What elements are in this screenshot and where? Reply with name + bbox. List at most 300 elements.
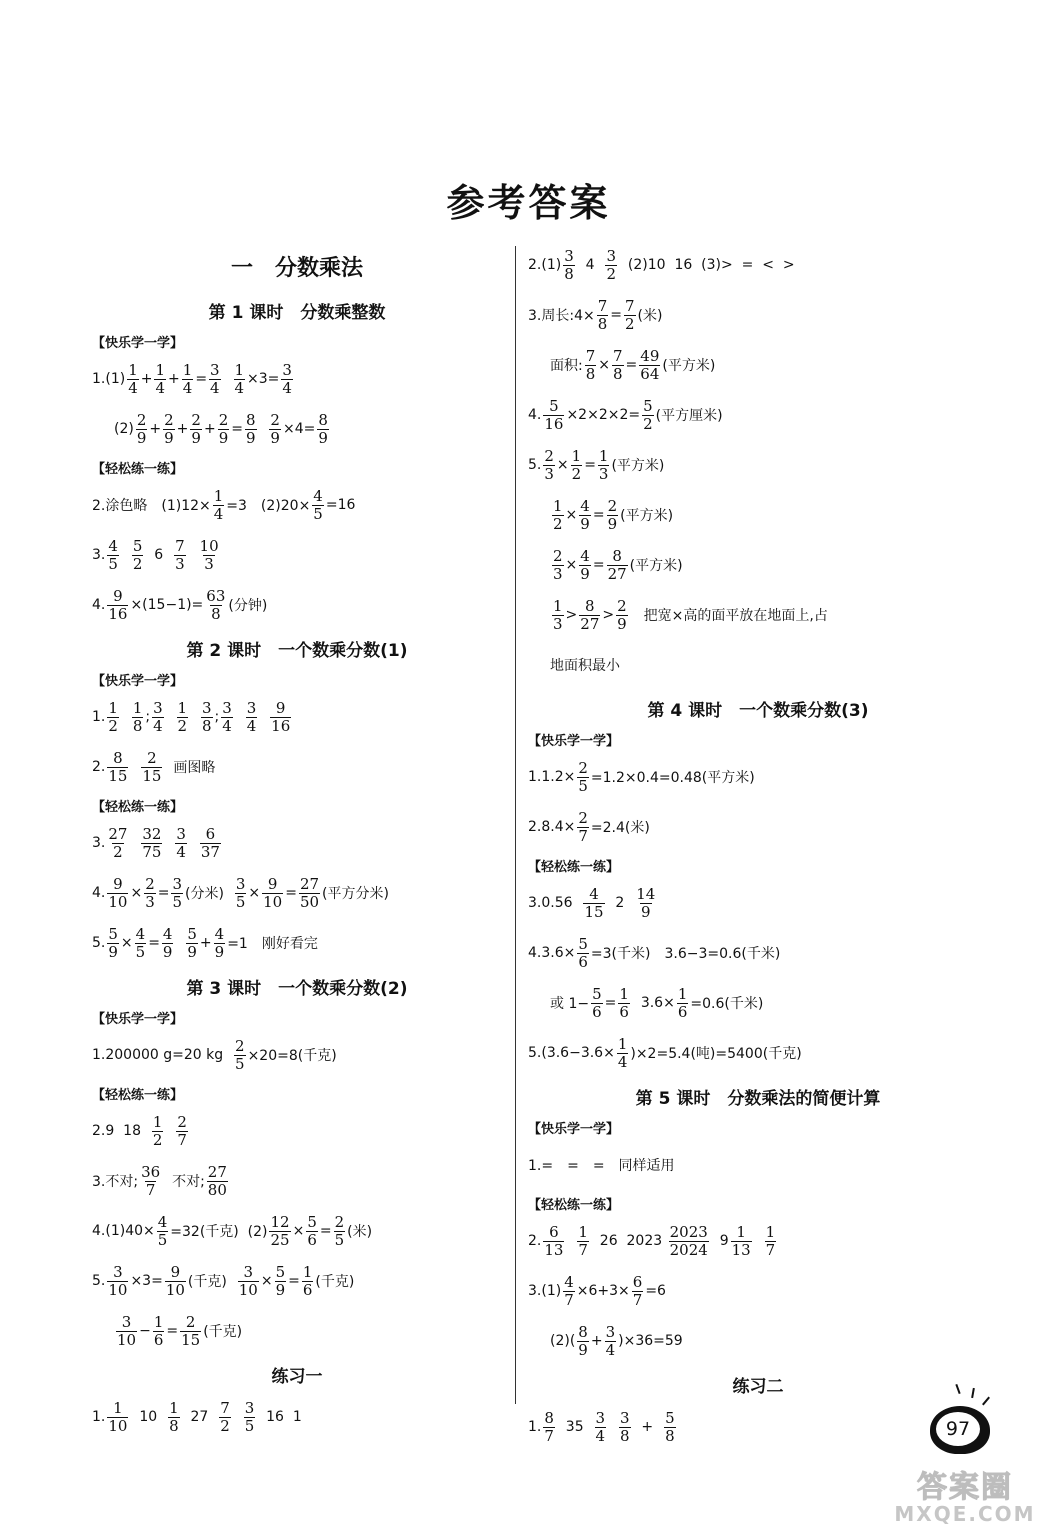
fraction-numerator: 4: [135, 924, 146, 943]
fraction-denominator: 15: [181, 1330, 201, 1349]
fraction-numerator: 1: [169, 1398, 179, 1417]
fraction: [132, 698, 144, 735]
fraction-numerator: 3: [222, 698, 232, 717]
fraction-denominator: 10: [108, 892, 128, 911]
fraction-denominator: 6: [302, 1280, 313, 1299]
fraction-numerator: 3: [246, 698, 257, 717]
answer-text: (2)(: [550, 1333, 576, 1349]
fraction: [221, 698, 233, 735]
fraction-numerator: 3: [606, 246, 617, 265]
fraction-denominator: 10: [117, 1330, 137, 1349]
fraction: [107, 586, 128, 623]
answer-text: 6: [145, 547, 173, 563]
fraction-denominator: 9: [318, 428, 328, 447]
fraction-denominator: 16: [271, 716, 291, 735]
fraction: [246, 698, 258, 735]
fraction: [577, 934, 589, 971]
fraction-numerator: 2: [553, 546, 563, 565]
fraction: [595, 1408, 607, 1445]
fraction-numerator: 5: [132, 536, 143, 555]
fraction-numerator: 8: [544, 1408, 554, 1427]
fraction-numerator: 1: [132, 698, 143, 717]
answer-text: 3.周长:4×: [528, 308, 595, 324]
fraction-denominator: 7: [578, 1240, 588, 1259]
fraction: [618, 984, 630, 1021]
fraction-denominator: 15: [108, 766, 128, 785]
answer-text: =1.2×0.4=0.48(平方米): [590, 770, 755, 786]
fraction: [597, 296, 609, 333]
fraction-numerator: 8: [245, 410, 256, 429]
answer-line: [528, 490, 988, 540]
fraction-numerator: 2: [136, 410, 147, 429]
fraction-denominator: 9: [617, 614, 627, 633]
answer-text: [259, 709, 268, 725]
fraction: [245, 410, 257, 447]
fraction-denominator: 2: [132, 554, 143, 573]
fraction: [107, 874, 128, 911]
answer-text: =3 (2)20×: [226, 498, 311, 514]
answer-line: [528, 752, 988, 802]
fraction-denominator: 10: [108, 1416, 128, 1435]
fraction-denominator: 3: [204, 554, 214, 573]
answer-text: ×4=: [282, 421, 316, 437]
answer-text: 4.: [92, 597, 106, 613]
fraction: [579, 596, 600, 633]
lesson-title: 第 1 课时 分数乘整数: [208, 302, 386, 323]
fraction-numerator: 2: [544, 446, 554, 465]
exercise-title: 练习一: [271, 1366, 323, 1387]
fraction-numerator: 1: [234, 360, 245, 379]
answer-text: [190, 709, 199, 725]
answer-line: [528, 390, 988, 440]
answer-text: 3.0.56: [528, 895, 582, 911]
fraction: [107, 698, 119, 735]
fraction: [563, 246, 575, 283]
answer-text: ×6+3×: [576, 1283, 630, 1299]
answer-text: [259, 421, 268, 437]
lesson-title: 第 3 课时 一个数乘分数(2): [186, 978, 408, 999]
answer-line: [528, 540, 988, 590]
fraction: [174, 536, 186, 573]
fraction-numerator: 1: [128, 360, 138, 379]
tag-label: 【轻松练一练】: [92, 461, 184, 477]
fraction: [669, 1222, 709, 1259]
fraction-denominator: 4: [210, 378, 220, 397]
fraction: [617, 1034, 629, 1071]
section-title: 一 分数乘法: [230, 255, 363, 281]
fraction-numerator: 2: [147, 748, 157, 767]
answer-line: [92, 580, 502, 630]
answer-text: >: [602, 607, 615, 623]
fraction: [612, 346, 624, 383]
answer-text: −: [139, 1323, 151, 1339]
fraction-denominator: 5: [157, 1230, 168, 1249]
fraction: [135, 924, 147, 961]
fraction-denominator: 10: [108, 1280, 128, 1299]
answer-text: =1 刚好看完: [227, 936, 318, 952]
answer-text: 26 2023: [590, 1233, 667, 1249]
answer-text: 1.(1): [92, 371, 126, 387]
answer-text: +: [590, 1333, 603, 1349]
fraction: [127, 360, 139, 397]
fraction: [607, 546, 628, 583]
answer-text: 5.(3.6−3.6×: [528, 1045, 615, 1061]
fraction-denominator: 5: [235, 1054, 245, 1073]
answer-text: (千克): [315, 1274, 355, 1290]
answer-text: 9: [710, 1233, 729, 1249]
answer-text: [175, 935, 184, 951]
answer-text: [121, 709, 130, 725]
fraction: [163, 410, 175, 447]
fraction: [190, 410, 202, 447]
tag-label: 【快乐学一学】: [528, 733, 620, 749]
fraction: [152, 1112, 164, 1149]
fraction: [591, 984, 603, 1021]
answer-text: 1.: [92, 709, 106, 725]
answer-text: 2.8.4×: [528, 819, 576, 835]
fraction-denominator: 6: [677, 1002, 688, 1021]
answer-text: 1.= = = 同样适用: [528, 1158, 675, 1174]
fraction: [141, 748, 162, 785]
fraction-denominator: 4: [176, 842, 186, 861]
answer-line: [92, 1256, 502, 1306]
answer-text: =: [231, 421, 243, 437]
fraction-denominator: 9: [580, 564, 590, 583]
fraction-numerator: 10: [199, 536, 219, 555]
answer-line: [528, 928, 988, 978]
fraction: [144, 874, 156, 911]
answer-text: >: [565, 607, 578, 623]
fraction: [275, 1262, 287, 1299]
fraction-numerator: 5: [578, 934, 588, 953]
fraction-denominator: 6: [592, 1002, 602, 1021]
fraction: [132, 536, 144, 573]
answer-text: ×20=8(千克): [247, 1048, 337, 1064]
fraction-denominator: 5: [135, 942, 146, 961]
fraction-denominator: 15: [142, 766, 162, 785]
answer-text: 2.涂色略 (1)12×: [92, 498, 211, 514]
answer-text: 35: [556, 1419, 593, 1435]
answer-line: [528, 240, 988, 290]
answer-text: (平方米): [662, 358, 716, 374]
fraction: [154, 360, 166, 397]
fraction: [765, 1222, 777, 1259]
fraction-numerator: 2: [164, 410, 174, 429]
fraction-denominator: 2: [177, 716, 188, 735]
answer-text: +: [140, 371, 153, 387]
answer-text: +: [176, 421, 189, 437]
fraction: [205, 586, 226, 623]
page-number-badge: [930, 1406, 990, 1454]
answer-text: +: [199, 935, 212, 951]
answer-text: =: [157, 885, 170, 901]
answer-text: 3.(1): [528, 1283, 562, 1299]
fraction-numerator: 1: [152, 1112, 163, 1131]
answer-line: [528, 340, 988, 390]
fraction-numerator: 3: [595, 1408, 606, 1427]
fraction: [577, 1222, 589, 1259]
fraction-numerator: 63: [206, 586, 226, 605]
fraction: [200, 824, 221, 861]
fraction: [598, 446, 610, 483]
fraction-numerator: 6: [205, 824, 216, 843]
fraction-numerator: 2: [177, 1112, 187, 1131]
fraction: [281, 360, 293, 397]
fraction: [107, 536, 119, 573]
answer-line: [92, 530, 502, 580]
fraction: [107, 824, 128, 861]
fraction-numerator: 7: [597, 296, 608, 315]
answer-text: =0.6(千米): [690, 996, 764, 1012]
answer-text: =3(千米) 3.6−3=0.6(千米): [590, 946, 781, 962]
answer-text: 地面积最小: [550, 658, 620, 674]
fraction: [176, 1112, 188, 1149]
fraction-denominator: 8: [211, 604, 221, 623]
answer-line: [92, 1030, 502, 1080]
fraction-denominator: 27: [580, 614, 600, 633]
fraction-denominator: 9: [136, 428, 147, 447]
fraction-numerator: 14: [636, 884, 656, 903]
answer-text: ×: [556, 457, 569, 473]
fraction-denominator: 5: [578, 776, 588, 795]
watermark: [880, 1462, 1050, 1532]
fraction-numerator: 5: [275, 1262, 286, 1281]
fraction-numerator: 5: [187, 924, 197, 943]
fraction-denominator: 8: [169, 1416, 179, 1435]
fraction-denominator: 3: [544, 464, 554, 483]
fraction: [605, 1322, 617, 1359]
fraction: [168, 1398, 180, 1435]
answer-text: +: [203, 421, 216, 437]
fraction-numerator: 4: [564, 1272, 574, 1291]
tag-label: 【快乐学一学】: [92, 1011, 184, 1027]
fraction-numerator: 3: [619, 1408, 630, 1427]
fraction-denominator: 6: [307, 1230, 317, 1249]
answer-text: )×36=59: [618, 1333, 683, 1349]
fraction-denominator: 8: [619, 1426, 630, 1445]
fraction-numerator: 6: [632, 1272, 643, 1291]
answer-text: 3.: [92, 547, 106, 563]
answer-line: [528, 978, 988, 1028]
fraction-numerator: 3: [210, 360, 220, 379]
answer-text: 3.6×: [631, 995, 675, 1011]
fraction-numerator: 1: [677, 984, 688, 1003]
fraction: [317, 410, 329, 447]
answer-text: =16: [325, 497, 356, 513]
fraction-numerator: 27: [108, 824, 128, 843]
answer-text: [130, 759, 139, 775]
fraction: [107, 1398, 128, 1435]
answer-line: [528, 1402, 988, 1452]
answer-text: =: [592, 557, 605, 573]
fraction: [585, 346, 597, 383]
fraction-denominator: 9: [191, 428, 201, 447]
fraction-denominator: 7: [544, 1426, 554, 1445]
fraction: [262, 874, 283, 911]
fraction: [616, 596, 628, 633]
fraction: [177, 698, 189, 735]
fraction-denominator: 13: [544, 1240, 564, 1259]
answer-text: [121, 547, 130, 563]
answer-line: [528, 802, 988, 852]
fraction-numerator: 3: [243, 1262, 254, 1281]
answer-text: 2: [606, 895, 634, 911]
answer-line: [92, 742, 502, 792]
fraction-denominator: 10: [263, 892, 283, 911]
answer-text: =: [195, 371, 208, 387]
fraction-numerator: 3: [235, 874, 246, 893]
answer-text: =2.4(米): [590, 820, 650, 836]
answer-text: 3.不对;: [92, 1174, 139, 1190]
fraction-numerator: 36: [141, 1162, 161, 1181]
fraction: [234, 1036, 246, 1073]
fraction-denominator: 8: [201, 716, 212, 735]
fraction-numerator: 5: [643, 396, 653, 415]
answer-text: 不对;: [163, 1174, 205, 1190]
answer-text: ×: [565, 507, 578, 523]
answer-text: 27: [181, 1409, 218, 1425]
fraction-denominator: 8: [665, 1426, 675, 1445]
fraction-numerator: 3: [172, 874, 183, 893]
fraction-denominator: 9: [164, 428, 174, 447]
fraction: [153, 1312, 165, 1349]
answer-text: [164, 835, 173, 851]
column-divider: [515, 246, 516, 1404]
answer-text: =32(千克) (2): [170, 1224, 268, 1240]
fraction: [107, 1262, 128, 1299]
answer-text: (千克): [187, 1274, 236, 1290]
answer-line: [528, 878, 988, 928]
fraction-numerator: 5: [665, 1408, 675, 1427]
fraction: [579, 546, 591, 583]
fraction: [218, 410, 230, 447]
fraction-numerator: 5: [307, 1212, 317, 1231]
fraction-denominator: 6: [578, 952, 588, 971]
fraction-numerator: 3: [113, 1262, 123, 1281]
fraction-denominator: 9: [607, 514, 618, 533]
fraction-denominator: 4: [282, 378, 292, 397]
fraction-denominator: 5: [244, 1416, 255, 1435]
answer-line: [92, 692, 502, 742]
fraction-denominator: 8: [132, 716, 143, 735]
fraction-denominator: 2: [643, 414, 653, 433]
answer-line: [528, 640, 988, 690]
left-column: [92, 240, 502, 1442]
answer-line: [92, 818, 502, 868]
answer-text: [166, 709, 175, 725]
fraction-denominator: 5: [235, 892, 246, 911]
fraction: [199, 536, 220, 573]
answer-text: 1.: [528, 1419, 542, 1435]
fraction-denominator: 4: [617, 1052, 628, 1071]
fraction-numerator: 8: [578, 1322, 588, 1341]
answer-text: =: [584, 457, 596, 473]
fraction-denominator: 5: [108, 554, 118, 573]
answer-text: =: [610, 307, 622, 323]
fraction-numerator: 1: [213, 486, 224, 505]
answer-line: [92, 1106, 502, 1156]
answer-text: [608, 1419, 617, 1435]
answer-text: [754, 1233, 763, 1249]
fraction-numerator: 4: [580, 546, 590, 565]
fraction-numerator: 1: [177, 698, 188, 717]
answer-text: [235, 709, 244, 725]
answer-line: [92, 918, 502, 968]
answer-text: ×: [120, 935, 133, 951]
fraction-denominator: 2: [625, 314, 635, 333]
fraction-numerator: 2: [578, 808, 588, 827]
answer-line: [92, 1306, 502, 1356]
fraction: [219, 1398, 231, 1435]
fraction: [619, 1408, 631, 1445]
answer-text: =: [319, 1223, 332, 1239]
answer-text: ×: [565, 557, 578, 573]
fraction-denominator: 7: [578, 826, 588, 845]
answer-text: 1.1.2×: [528, 769, 576, 785]
fraction: [579, 496, 591, 533]
fraction-denominator: 4: [234, 378, 245, 397]
answer-text: 5.: [92, 935, 106, 951]
answer-line: [528, 290, 988, 340]
answer-text: 3.: [92, 835, 106, 851]
answer-line: [92, 1206, 502, 1256]
lesson-title: 第 5 课时 分数乘法的简便计算: [635, 1088, 881, 1109]
fraction-numerator: 2: [235, 1036, 245, 1055]
answer-text: 5.: [92, 1273, 106, 1289]
answer-text: 4.(1)40×: [92, 1223, 155, 1239]
fraction-denominator: 7: [177, 1130, 187, 1149]
answer-line: [528, 590, 988, 640]
fraction-numerator: 3: [121, 1312, 132, 1331]
fraction: [136, 410, 148, 447]
fraction-numerator: 9: [275, 698, 286, 717]
fraction-denominator: 4: [155, 378, 166, 397]
fraction: [107, 748, 128, 785]
fraction-denominator: 9: [275, 1280, 286, 1299]
fraction: [664, 1408, 676, 1445]
answer-text: 16 1: [257, 1409, 302, 1425]
fraction-numerator: 3: [153, 698, 163, 717]
fraction: [162, 924, 174, 961]
fraction-numerator: 27: [299, 874, 320, 893]
answer-text: 面积:: [550, 358, 583, 374]
tag-label: 【轻松练一练】: [92, 799, 184, 815]
fraction-numerator: 1: [113, 1398, 123, 1417]
fraction-denominator: 4: [213, 504, 224, 523]
fraction-denominator: 3: [145, 892, 155, 911]
fraction-denominator: 4: [153, 716, 163, 735]
answer-text: ×: [248, 885, 261, 901]
page-title: 参考答案: [446, 181, 611, 225]
answer-text: ×: [260, 1273, 273, 1289]
answer-text: =6: [645, 1283, 666, 1299]
answer-text: 1.200000 g=20 kg: [92, 1047, 233, 1063]
answer-text: (平方分米): [322, 886, 389, 902]
fraction-numerator: 4: [108, 536, 118, 555]
fraction: [635, 884, 656, 921]
fraction-denominator: 5: [172, 892, 183, 911]
fraction-denominator: 7: [765, 1240, 776, 1259]
fraction-denominator: 4: [128, 378, 138, 397]
fraction-denominator: 10: [165, 1280, 185, 1299]
answer-text: =: [604, 995, 617, 1011]
fraction-denominator: 7: [632, 1290, 643, 1309]
fraction: [334, 1212, 346, 1249]
fraction-denominator: 2: [571, 464, 582, 483]
answer-text: =: [166, 1323, 179, 1339]
answer-text: ;: [214, 709, 220, 725]
answer-text: (分米): [185, 886, 233, 902]
